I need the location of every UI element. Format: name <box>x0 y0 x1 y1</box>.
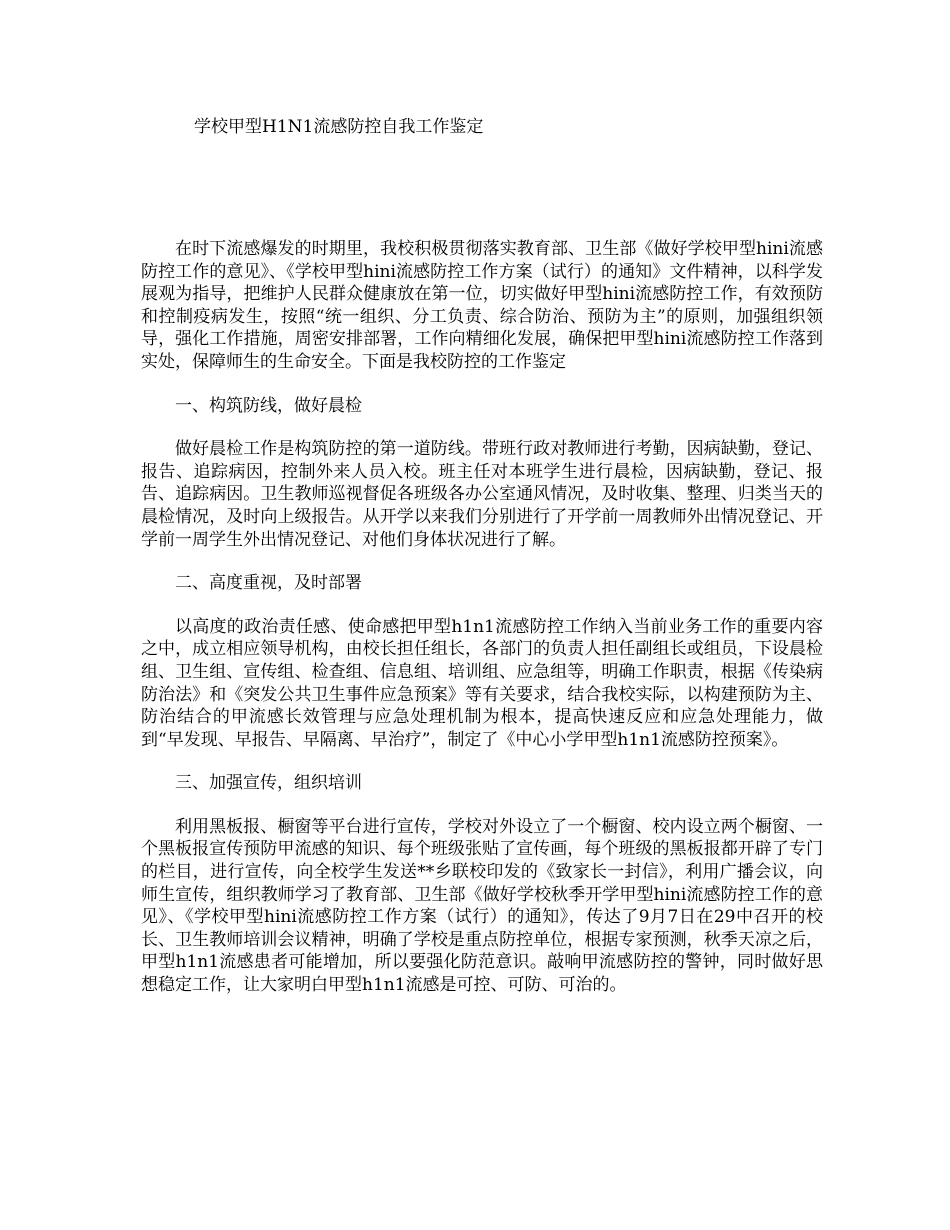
spacer <box>141 374 823 395</box>
section-paragraph-1: 做好晨检工作是构筑防控的第一道防线。带班行政对教师进行考勤，因病缺勤，登记、报告、追踪病因，控制外来人员入校。班主任对本班学生进行晨检，因病缺勤，登记、报告、追踪病因。卫生教师巡视督促各班级各办公室通风情况，及时收集、整理、归类当天的晨检情况，及时向上级报告。从开学以来我们分别进行了开学前一周教师外出情况登记、开学前一周学生外出情况登记、对他们身体状况进行了解。 <box>141 439 823 550</box>
spacer <box>141 551 823 572</box>
section-paragraph-2: 以高度的政治责任感、使命感把甲型h1n1流感防控工作纳入当前业务工作的重要内容之中，成立相应领导机构，由校长担任组长，各部门的负责人担任副组长或组员，下设晨检组、卫生组、宣传组、检查组、信息组、培训组、应急组等，明确工作职责，根据《传染病防治法》和《突发公共卫生事件应急预案》等有关要求，结合我校实际，以构建预防为主、防治结合的甲流感长效管理与应急处理机制为根本，提高快速反应和应急处理能力，做到“早发现、早报告、早隔离、早治疗”，制定了《中心小学甲型h1n1流感防控预案》。 <box>141 616 823 750</box>
section-heading-3: 三、加强宣传，组织培训 <box>175 773 362 794</box>
spacer <box>141 795 823 816</box>
document-body <box>141 238 823 997</box>
section-heading-1: 一、构筑防线，做好晨检 <box>175 395 362 416</box>
document-title: 学校甲型H1N1流感防控自我工作鉴定 <box>194 117 484 137</box>
spacer <box>141 417 823 438</box>
spacer <box>141 595 823 616</box>
section-heading-2: 二、高度重视，及时部署 <box>175 573 362 594</box>
spacer <box>141 751 823 772</box>
intro-paragraph: 在时下流感爆发的时期里，我校积极贯彻落实教育部、卫生部《做好学校甲型hini流感防控工作的意见》、《学校甲型hini流感防控工作方案（试行）的通知》文件精神，以科学发展观为指导，把维护人民群众健康放在第一位，切实做好甲型hini流感防控工作，有效预防和控制疫病发生，按照“统一组织、分工负责、综合防治、预防为主”的原则，加强组织领导，强化工作措施，周密安排部署，工作向精细化发展，确保把甲型hini流感防控工作落到实处，保障师生的生命安全。下面是我校防控的工作鉴定 <box>141 239 823 372</box>
section-paragraph-3: 利用黑板报、橱窗等平台进行宣传，学校对外设立了一个橱窗、校内设立两个橱窗、一个黑板报宣传预防甲流感的知识、每个班级张贴了宣传画，每个班级的黑板报都开辟了专门的栏目，进行宣传，向全校学生发送**乡联校印发的《致家长一封信》，利用广播会议，向师生宣传，组织教师学习了教育部、卫生部《做好学校秋季开学甲型hini流感防控工作的意见》、《学校甲型hini流感防控工作方案（试行）的通知》，传达了9月7日在29中召开的校长、卫生教师培训会议精神，明确了学校是重点防控单位，根据专家预测，秋季天凉之后，甲型h1n1流感患者可能增加，所以要强化防范意识。敲响甲流感防控的警钟，同时做好思想稳定工作，让大家明白甲型h1n1流感是可控、可防、可治的。 <box>141 816 823 996</box>
